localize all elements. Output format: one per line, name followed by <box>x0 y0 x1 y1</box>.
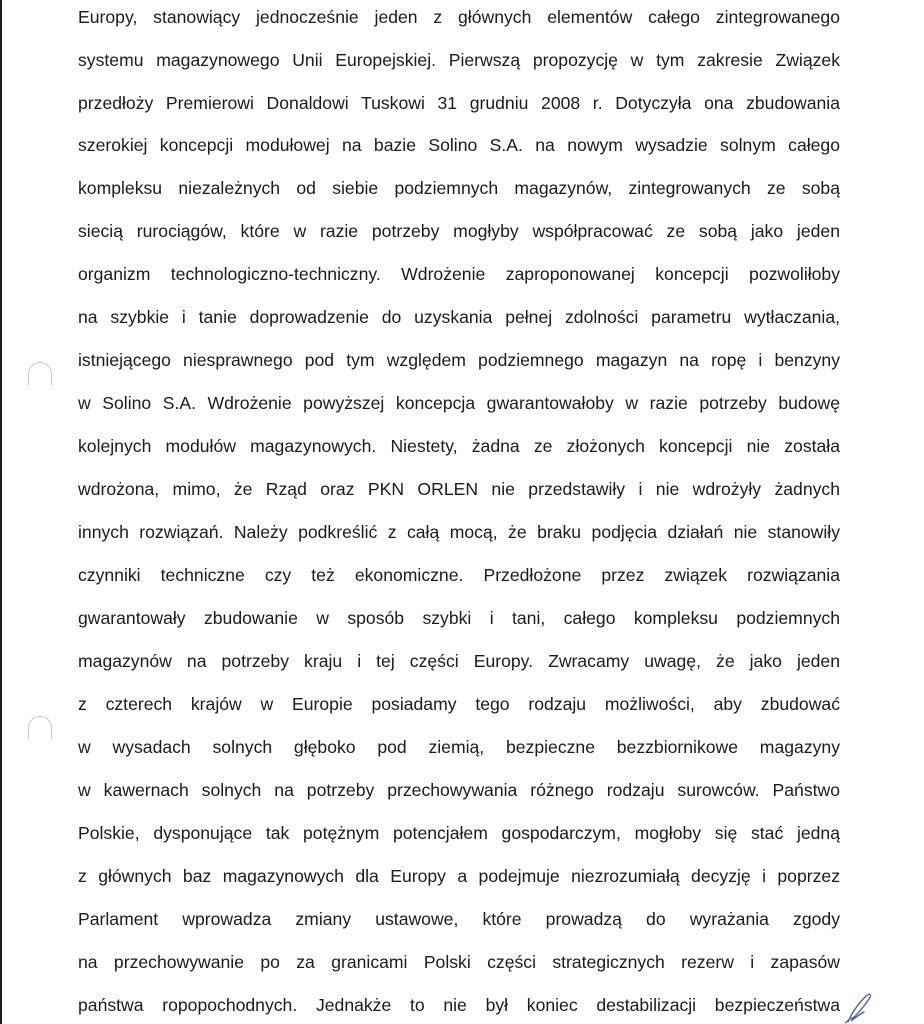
text-line: Europy, stanowiący jednocześnie jeden z głównych elementów całego zintegrowanego <box>78 7 840 27</box>
text-line: siecią rurociągów, które w razie potrzeby mogłyby współpracować ze sobą jako jeden <box>78 221 840 241</box>
text-line: z czterech krajów w Europie posiadamy tego rodzaju możliwości, aby zbudować <box>78 694 840 714</box>
text-line: w Solino S.A. Wdrożenie powyższej koncepcja gwarantowałoby w razie potrzeby budowę <box>78 393 840 413</box>
text-line: istniejącego niesprawnego pod tym względem podziemnego magazyn na ropę i benzyny <box>78 350 840 370</box>
text-line: wdrożona, mimo, że Rząd oraz PKN ORLEN nie przedstawiły i nie wdrożyły żadnych <box>78 479 840 499</box>
punch-hole-mark <box>28 362 52 385</box>
text-line: innych rozwiązań. Należy podkreślić z całą mocą, że braku podjęcia działań nie stanowiły <box>78 522 840 542</box>
text-line: kolejnych modułów magazynowych. Niestety, żadna ze złożonych koncepcji nie została <box>78 436 840 456</box>
text-line: na przechowywanie po za granicami Polski części strategicznych rezerw i zapasów <box>78 952 840 972</box>
text-line: czynniki techniczne czy też ekonomiczne. Przedłożone przez związek rozwiązania <box>78 565 840 585</box>
text-line: państwa ropopochodnych. Jednakże to nie był koniec destabilizacji bezpieczeństwa <box>78 995 840 1015</box>
text-line: organizm technologiczno-techniczny. Wdrożenie zaproponowanej koncepcji pozwoliłoby <box>78 264 840 284</box>
text-line: na szybkie i tanie doprowadzenie do uzyskania pełnej zdolności parametru wytłaczania, <box>78 307 840 327</box>
text-line: szerokiej koncepcji modułowej na bazie Solino S.A. na nowym wysadzie solnym całego <box>78 135 840 155</box>
punch-hole-mark <box>28 716 52 739</box>
text-line: w kawernach solnych na potrzeby przechowywania różnego rodzaju surowców. Państwo <box>78 780 840 800</box>
text-line: magazynów na potrzeby kraju i tej części Europy. Zwracamy uwagę, że jako jeden <box>78 651 840 671</box>
text-line: kompleksu niezależnych od siebie podziemnych magazynów, zintegrowanych ze sobą <box>78 178 840 198</box>
page-edge-divider <box>0 0 2 1024</box>
text-line: w wysadach solnych głęboko pod ziemią, bezpieczne bezzbiornikowe magazyny <box>78 737 840 757</box>
signature-initial-mark <box>842 990 882 1024</box>
text-line: Parlament wprowadza zmiany ustawowe, które prowadzą do wyrażania zgody <box>78 909 840 929</box>
text-line: Polskie, dysponujące tak potężnym potencjałem gospodarczym, mogłoby się stać jedną <box>78 823 840 843</box>
text-line: systemu magazynowego Unii Europejskiej. Pierwszą propozycję w tym zakresie Związek <box>78 50 840 70</box>
text-line: z głównych baz magazynowych dla Europy a podejmuje niezrozumiałą decyzję i poprzez <box>78 866 840 886</box>
text-line: gwarantowały zbudowanie w sposób szybki i tani, całego kompleksu podziemnych <box>78 608 840 628</box>
text-line: przedłoży Premierowi Donaldowi Tuskowi 31 grudniu 2008 r. Dotyczyła ona zbudowania <box>78 93 840 113</box>
